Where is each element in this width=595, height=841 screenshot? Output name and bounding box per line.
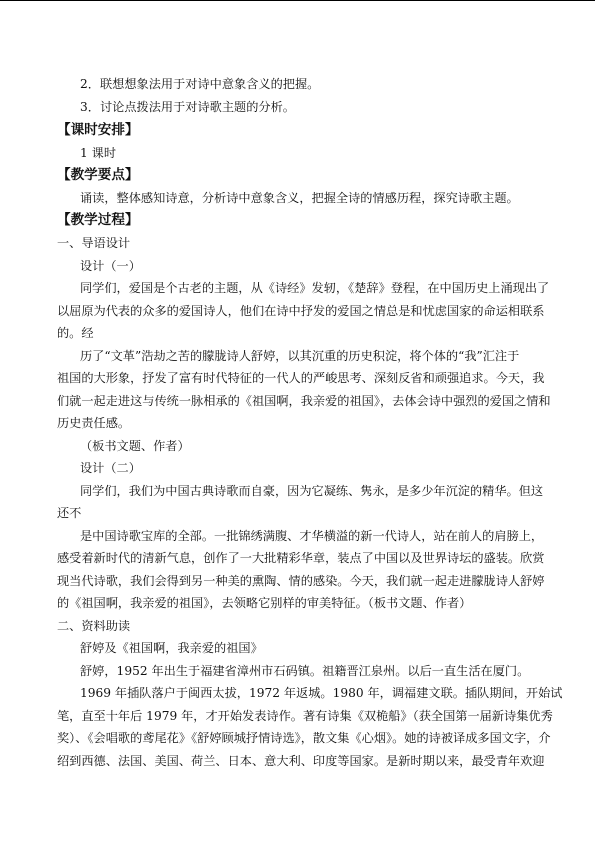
section-heading: 【课时安排】	[57, 122, 139, 138]
text-line: 历史责任感。	[57, 416, 131, 430]
text-line: 1 课时	[80, 146, 117, 160]
text-line: 诵读，整体感知诗意，分析诗中意象含义，把握全诗的情感历程，探究诗歌主题。	[80, 191, 519, 205]
text-line: 1969 年插队落户于闽西太拔，1972 年返城。1980 年，调福建文联。插队期间，开始试	[80, 686, 563, 700]
text-line: 的。经	[57, 326, 94, 340]
text-line: 2．联想想象法用于对诗中意象含义的把握。	[80, 77, 320, 91]
text-line: 还不	[57, 506, 82, 520]
text-line: 设计（一）	[80, 259, 141, 273]
text-line: 舒婷及《祖国啊，我亲爱的祖国》	[80, 641, 263, 655]
text-line: 们就一起走进这与传统一脉相承的《祖国啊，我亲爱的祖国》，去体会诗中强烈的爱国之情和	[57, 394, 551, 408]
section-heading: 【教学过程】	[57, 212, 139, 228]
text-line: 感受着新时代的清新气息，创作了一大批精彩华章，装点了中国以及世界诗坛的盛装。欣赏	[57, 551, 545, 565]
text-line: 笔，直至十年后 1979 年，才开始发表诗作。著有诗集《双桅船》（获全国第一届新诗集优秀	[57, 709, 553, 723]
text-line: 奖）、《会唱歌的鸢尾花》《舒婷顾城抒情诗选》，散文集《心烟》。她的诗被译成多国文字，介	[57, 731, 551, 745]
text-line: 现当代诗歌，我们会得到另一种美的熏陶、情的感染。今天，我们就一起走进朦胧诗人舒婷	[57, 574, 545, 588]
subsection-heading: 一、导语设计	[57, 236, 131, 250]
text-line: 祖国的大形象，抒发了富有时代特征的一代人的严峻思考、深刻反省和顽强追求。今天，我	[57, 371, 545, 385]
text-line: 3．讨论点拨法用于对诗歌主题的分析。	[80, 100, 295, 114]
section-heading: 【教学要点】	[57, 167, 139, 183]
text-line: （板书文题、作者）	[80, 439, 190, 453]
text-line: 设计（二）	[80, 461, 141, 475]
text-line: 同学们，爱国是个古老的主题，从《诗经》发轫，《楚辞》登程，在中国历史上涌现出了	[80, 281, 550, 295]
text-line: 以屈原为代表的众多的爱国诗人，他们在诗中抒发的爱国之情总是和忧虑国家的命运相联系	[57, 304, 545, 318]
text-line: 舒婷，1952 年出生于福建省漳州市石码镇。祖籍晋江泉州。以后一直生活在厦门。	[80, 664, 530, 678]
text-line: 是中国诗歌宝库的全部。一批锦绣满腹、才华横溢的新一代诗人，站在前人的肩膀上，	[80, 529, 544, 543]
text-line: 历了“文革”浩劫之苦的朦胧诗人舒婷，以其沉重的历史积淀，将个体的“我”汇注于	[80, 349, 520, 363]
text-line: 绍到西德、法国、美国、荷兰、日本、意大利、印度等国家。是新时期以来，最受青年欢迎	[57, 754, 545, 768]
subsection-heading: 二、资料助读	[57, 619, 131, 633]
text-line: 同学们，我们为中国古典诗歌而自豪，因为它凝练、隽永，是多少年沉淀的精华。但这	[80, 484, 544, 498]
text-line: 的《祖国啊，我亲爱的祖国》，去领略它别样的审美特征。（板书文题、作者）	[57, 596, 472, 610]
